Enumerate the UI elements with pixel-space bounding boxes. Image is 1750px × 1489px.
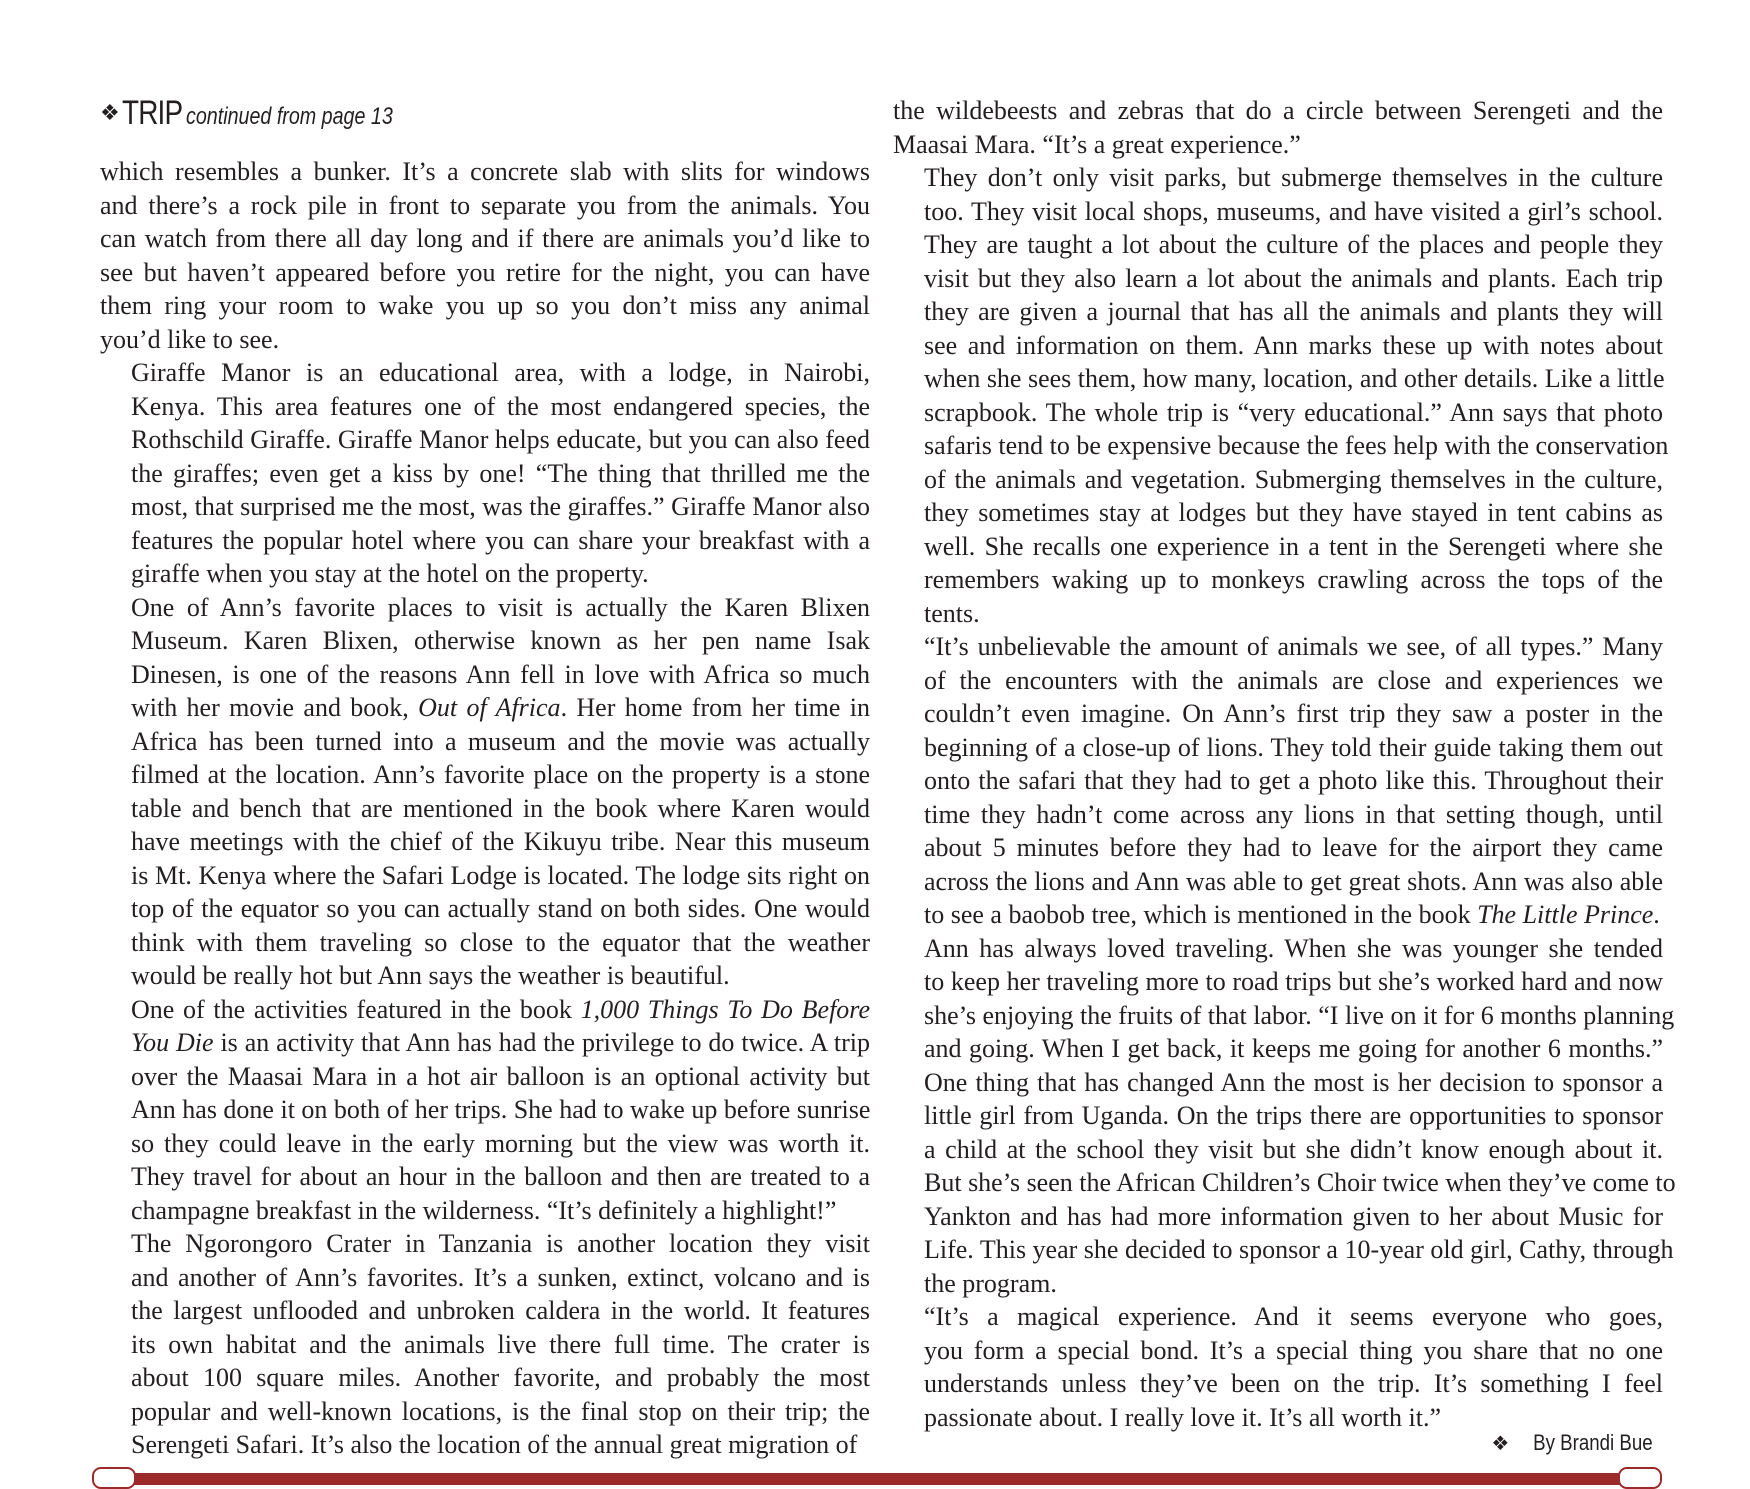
author-name: By Brandi Bue	[1533, 1430, 1653, 1455]
text-line: so they could leave in the early morning but the view was worth it.	[131, 1128, 870, 1158]
text-line: she’s enjoying the fruits of that labor. “I live on it for 6 months planning	[924, 1000, 1675, 1030]
article-paragraph	[100, 1227, 870, 1462]
article-paragraph	[100, 591, 870, 993]
text-line: scrapbook. The whole trip is “very educational.” Ann says that photo	[924, 397, 1663, 427]
article-paragraph	[893, 161, 1669, 630]
text-line: of the animals and vegetation. Submerging themselves in the culture,	[924, 464, 1663, 494]
text-line: a child at the school they visit but she didn’t know enough about it.	[924, 1134, 1663, 1164]
text-line: and there’s a rock pile in front to separate you from the animals. You	[100, 190, 870, 220]
text-line: onto the safari that they had to get a photo like this. Throughout their	[924, 766, 1663, 795]
text-line: But she’s seen the African Children’s Choir twice when they’ve come to	[924, 1168, 1676, 1197]
text-line: they sometimes stay at lodges but they have stayed in tent cabins as	[924, 498, 1663, 527]
text-line: Maasai Mara. “It’s a great experience.”	[893, 129, 1301, 159]
text-line: Museum. Karen Blixen, otherwise known as her pen name Isak	[131, 626, 870, 655]
text-line: They don’t only visit parks, but submerge themselves in the culture	[924, 163, 1663, 192]
text-line: The Ngorongoro Crater in Tanzania is another location they visit	[131, 1229, 870, 1258]
text-line: and going. When I get back, it keeps me going for another 6 months.”	[924, 1034, 1663, 1063]
text-line: You Die is an activity that Ann has had the privilege to do twice. A trip	[131, 1028, 870, 1057]
text-line: Ann has always loved traveling. When she was younger she tended	[924, 933, 1663, 963]
section-kicker: TRIP	[121, 94, 182, 132]
article-paragraph	[893, 94, 1663, 161]
text-line: see and information on them. Ann marks these up with notes about	[924, 330, 1663, 360]
text-line: you’d like to see.	[100, 324, 280, 354]
text-line: Serengeti Safari. It’s also the location of the annual great migration of	[131, 1430, 858, 1459]
right-column	[893, 94, 1676, 1434]
text-line: They travel for about an hour in the balloon and then are treated to a	[131, 1162, 870, 1191]
text-line: champagne breakfast in the wilderness. “It’s definitely a highlight!”	[131, 1195, 837, 1225]
text-line: have meetings with the chief of the Kikuyu tribe. Near this museum	[131, 827, 870, 856]
text-line: you form a special bond. It’s a special thing you share that no one	[924, 1335, 1663, 1365]
text-line: Giraffe Manor is an educational area, with a lodge, in Nairobi,	[131, 358, 870, 387]
text-line: well. She recalls one experience in a tent in the Serengeti where she	[924, 531, 1663, 561]
text-line: Kenya. This area features one of the most endangered species, the	[131, 391, 870, 421]
text-line: “It’s unbelievable the amount of animals we see, of all types.” Many	[924, 632, 1663, 661]
text-line: They are taught a lot about the culture of the places and people they	[924, 230, 1663, 259]
text-line: visit but they also learn a lot about the animals and plants. Each trip	[924, 263, 1663, 293]
text-line: Dinesen, is one of the reasons Ann fell in love with Africa so much	[131, 659, 870, 689]
text-line: of the encounters with the animals are close and experiences we	[924, 665, 1663, 695]
text-line: time they hadn’t come across any lions in that setting though, until	[924, 799, 1663, 829]
text-line: they are given a journal that has all the animals and plants they will	[924, 297, 1663, 326]
text-line: the wildebeests and zebras that do a circle between Serengeti and the	[893, 96, 1663, 125]
text-line: Rothschild Giraffe. Giraffe Manor helps educate, but you can also feed	[131, 425, 870, 454]
footer-banner	[104, 1473, 1650, 1485]
text-line: Yankton and has had more information given to her about Music for	[924, 1201, 1663, 1231]
text-line: understands unless they’ve been on the trip. It’s something I feel	[924, 1369, 1663, 1398]
text-line: the program.	[924, 1268, 1057, 1298]
text-line: remembers waking up to monkeys crawling across the tops of the	[924, 565, 1663, 594]
ornament-icon: ❖	[100, 100, 120, 125]
text-line: safaris tend to be expensive because the fees help with the conservation	[924, 431, 1669, 460]
text-line: table and bench that are mentioned in the book where Karen would	[131, 793, 870, 823]
ornament-icon: ❖	[1491, 1433, 1510, 1455]
text-line: One of the activities featured in the book 1,000 Things To Do Before	[131, 994, 870, 1024]
text-line: most, that surprised me the most, was the giraffes.” Giraffe Manor also	[131, 492, 870, 521]
article-paragraph	[100, 155, 870, 356]
text-line: “It’s a magical experience. And it seems everyone who goes,	[924, 1302, 1663, 1331]
text-line: giraffe when you stay at the hotel on the property.	[131, 559, 649, 588]
text-line: One of Ann’s favorite places to visit is actually the Karen Blixen	[131, 592, 870, 622]
byline	[1491, 1430, 1653, 1456]
left-column	[100, 155, 870, 1462]
text-line: beginning of a close-up of lions. They told their guide taking them out	[924, 732, 1663, 762]
text-line: which resembles a bunker. It’s a concrete slab with slits for windows	[100, 157, 870, 186]
text-line: its own habitat and the animals live there full time. The crater is	[131, 1329, 870, 1359]
text-line: popular and well-known locations, is the final stop on their trip; the	[131, 1396, 870, 1426]
text-line: see but haven’t appeared before you retire for the night, you can have	[100, 257, 870, 287]
text-line: would be really hot but Ann says the weather is beautiful.	[131, 961, 730, 990]
text-line: about 5 minutes before they had to leave for the airport they came	[924, 833, 1663, 862]
text-line: too. They visit local shops, museums, and have visited a girl’s school.	[924, 196, 1663, 226]
text-line: features the popular hotel where you can share your breakfast with a	[131, 525, 870, 555]
text-line: couldn’t even imagine. On Ann’s first trip they saw a poster in the	[924, 699, 1663, 728]
banner-scroll-right	[1618, 1467, 1662, 1489]
text-line: with her movie and book, Out of Africa. Her home from her time in	[131, 693, 870, 722]
article-paragraph	[893, 932, 1676, 1301]
article-paragraph	[100, 993, 870, 1228]
text-line: across the lions and Ann was able to get great shots. Ann was also able	[924, 866, 1663, 896]
text-line: over the Maasai Mara in a hot air balloon is an optional activity but	[131, 1061, 870, 1091]
article-header	[100, 94, 438, 133]
article-paragraph	[893, 1300, 1663, 1434]
text-line: the giraffes; even get a kiss by one! “The thing that thrilled me the	[131, 458, 870, 488]
text-line: tents.	[924, 598, 980, 628]
text-line: filmed at the location. Ann’s favorite place on the property is a stone	[131, 760, 870, 789]
text-line: and another of Ann’s favorites. It’s a sunken, extinct, volcano and is	[131, 1262, 870, 1292]
text-line: Ann has done it on both of her trips. She had to wake up before sunrise	[131, 1095, 871, 1124]
text-line: to see a baobob tree, which is mentioned in the book The Little Prince.	[924, 900, 1660, 929]
text-line: little girl from Uganda. On the trips there are opportunities to sponsor	[924, 1101, 1663, 1130]
text-line: passionate about. I really love it. It’s all worth it.”	[924, 1402, 1441, 1432]
text-line: can watch from there all day long and if there are animals you’d like to	[100, 224, 870, 253]
text-line: Life. This year she decided to sponsor a 10-year old girl, Cathy, through	[924, 1235, 1674, 1264]
text-line: about 100 square miles. Another favorite, and probably the most	[131, 1363, 870, 1392]
text-line: top of the equator so you can actually stand on both sides. One would	[131, 894, 870, 923]
text-line: to keep her traveling more to road trips but she’s worked hard and now	[924, 967, 1663, 996]
text-line: them ring your room to wake you up so you don’t miss any animal	[100, 291, 870, 320]
text-line: when she sees them, how many, location, and other details. Like a little	[924, 364, 1665, 393]
text-line: One thing that has changed Ann the most is her decision to sponsor a	[924, 1067, 1663, 1097]
article-paragraph	[100, 356, 870, 591]
article-paragraph	[893, 630, 1663, 932]
text-line: think with them traveling so close to the equator that the weather	[131, 927, 870, 957]
continued-note: continued from page 13	[185, 103, 393, 130]
text-line: Africa has been turned into a museum and the movie was actually	[131, 726, 870, 756]
text-line: the largest unflooded and unbroken caldera in the world. It features	[131, 1296, 870, 1325]
banner-scroll-left	[92, 1467, 136, 1489]
text-line: is Mt. Kenya where the Safari Lodge is located. The lodge sits right on	[131, 860, 870, 890]
